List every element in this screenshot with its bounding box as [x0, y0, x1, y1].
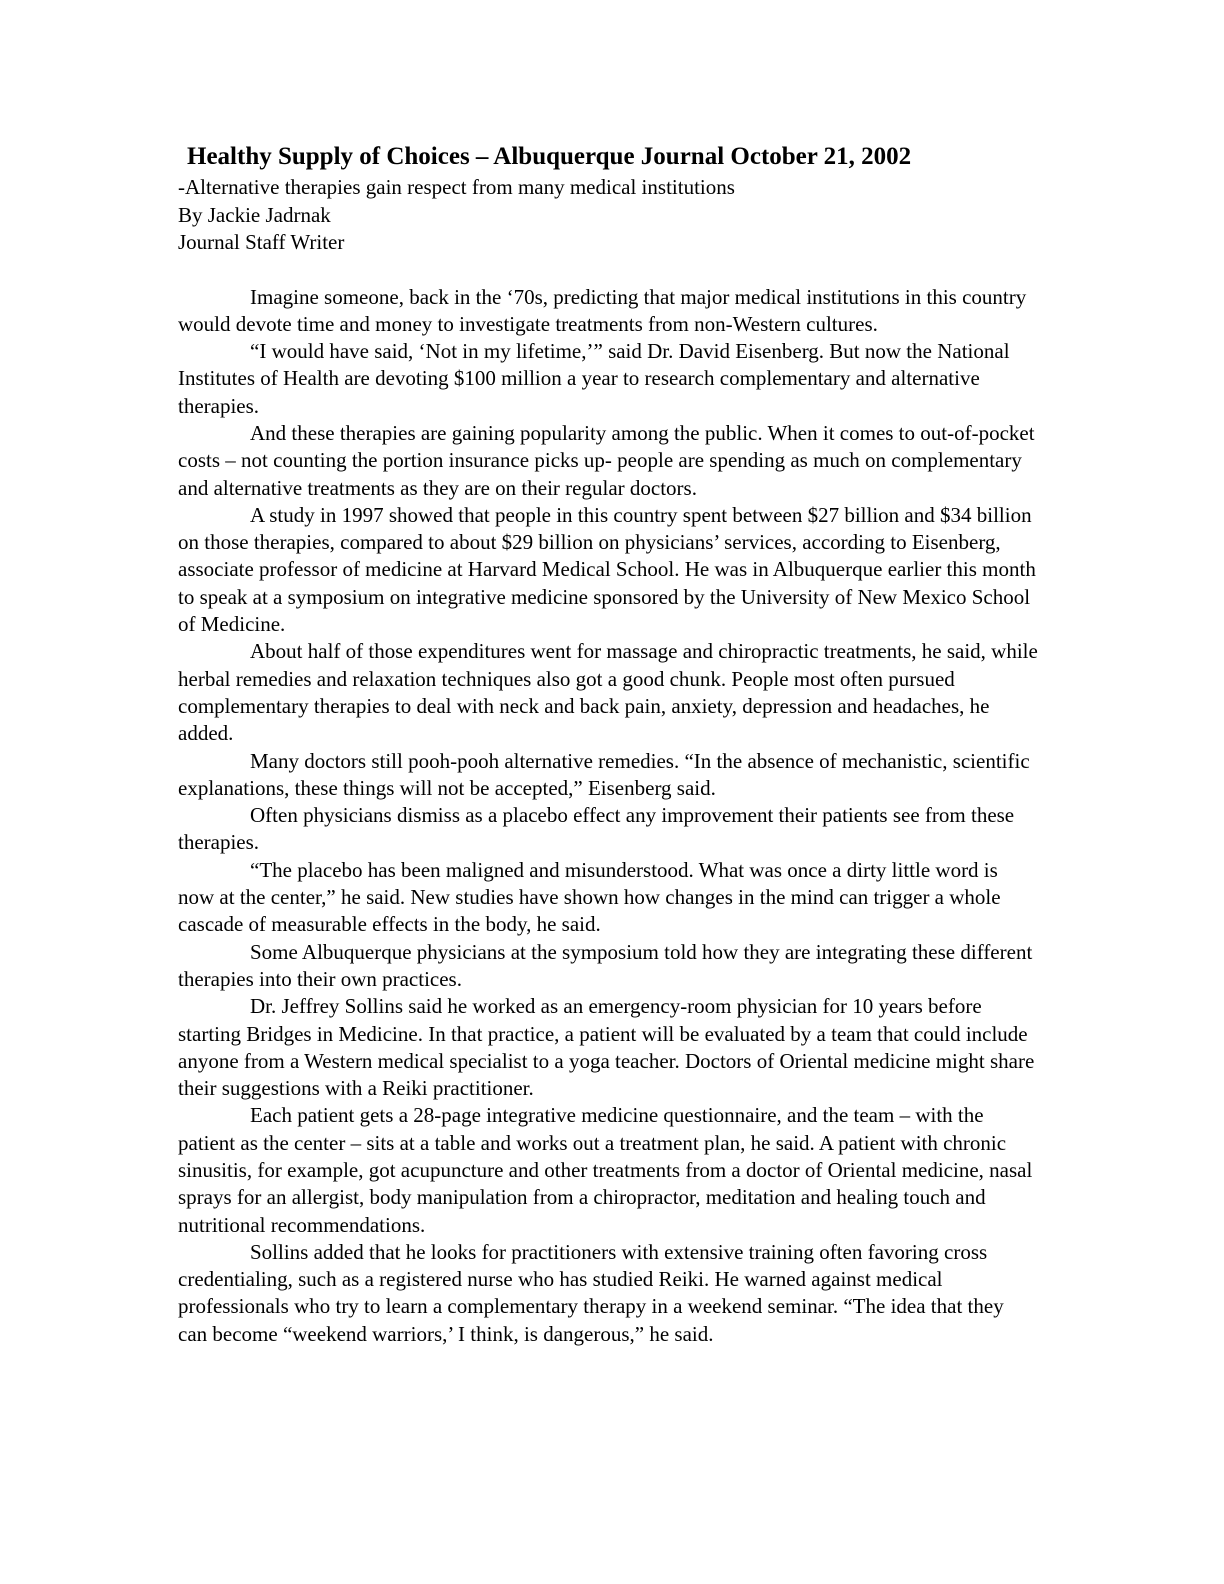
- paragraph: Each patient gets a 28-page integrative medicine questionnaire, and the team – with the patient as the center – sits at a table and works out a treatment plan, he said. A patient with chronic sinusitis, for example, got acupuncture and other treatments from a doctor of Oriental medicine, nasal sprays for an allergist, body manipulation from a chiropractor, meditation and healing touch and nutritional recommendations.: [178, 1103, 1033, 1237]
- paragraph: “The placebo has been maligned and misunderstood. What was once a dirty little word is now at the center,” he said. New studies have shown how changes in the mind can trigger a whole cascade of measurable effects in the body, he said.: [178, 857, 1001, 937]
- paragraph: Imagine someone, back in the ‘70s, predicting that major medical institutions in this country would devote time and money to investigate treatments from non-Western cultures.: [178, 284, 1027, 336]
- paragraph: About half of those expenditures went for massage and chiropractic treatments, he said, while herbal remedies and relaxation techniques also got a good chunk. People most often pursued complementary therapies to deal with neck and back pain, anxiety, depression and headaches, he added.: [178, 639, 1038, 746]
- paragraph: Sollins added that he looks for practitioners with extensive training often favoring cross credentialing, such as a registered nurse who has studied Reiki. He warned against medical professionals who try to learn a complementary therapy in a weekend seminar. “The idea that they can become “weekend warriors,’ I think, is dangerous,” he said.: [178, 1239, 1004, 1346]
- paragraph: Many doctors still pooh-pooh alternative remedies. “In the absence of mechanistic, scientific explanations, these things will not be accepted,” Eisenberg said.: [178, 748, 1030, 800]
- article-staff-title: Journal Staff Writer: [178, 230, 345, 254]
- paragraph: Dr. Jeffrey Sollins said he worked as an emergency-room physician for 10 years before starting Bridges in Medicine. In that practice, a patient will be evaluated by a team that could include anyone from a Western medical specialist to a yoga teacher. Doctors of Oriental medicine might share their suggestions with a Reiki practitioner.: [178, 994, 1035, 1101]
- paragraph: Some Albuquerque physicians at the symposium told how they are integrating these different therapies into their own practices.: [178, 939, 1033, 991]
- paragraph: “I would have said, ‘Not in my lifetime,’” said Dr. David Eisenberg. But now the National Institutes of Health are devoting $100 million a year to research complementary and alternative therapies.: [178, 339, 1010, 418]
- paragraph: And these therapies are gaining popularity among the public. When it comes to out-of-pocket costs – not counting the portion insurance picks up- people are spending as much on complementary and alternative treatments as they are on their regular doctors.: [178, 420, 1035, 500]
- article-title: Healthy Supply of Choices – Albuquerque Journal October 21, 2002: [187, 143, 912, 170]
- paragraph: A study in 1997 showed that people in this country spent between $27 billion and $34 billion on those therapies, compared to about $29 billion on physicians’ services, according to Eisenberg, associate professor of medicine at Harvard Medical School. He was in Albuquerque earlier this month to speak at a symposium on integrative medicine sponsored by the University of New Mexico School of Medicine.: [178, 502, 1036, 637]
- article-byline: By Jackie Jadrnak: [178, 202, 331, 227]
- article-body: [178, 284, 1038, 1349]
- paragraph: Often physicians dismiss as a placebo effect any improvement their patients see from these therapies.: [178, 803, 1015, 855]
- article-subtitle: -Alternative therapies gain respect from many medical institutions: [178, 175, 735, 199]
- document-page: [178, 140, 1038, 1348]
